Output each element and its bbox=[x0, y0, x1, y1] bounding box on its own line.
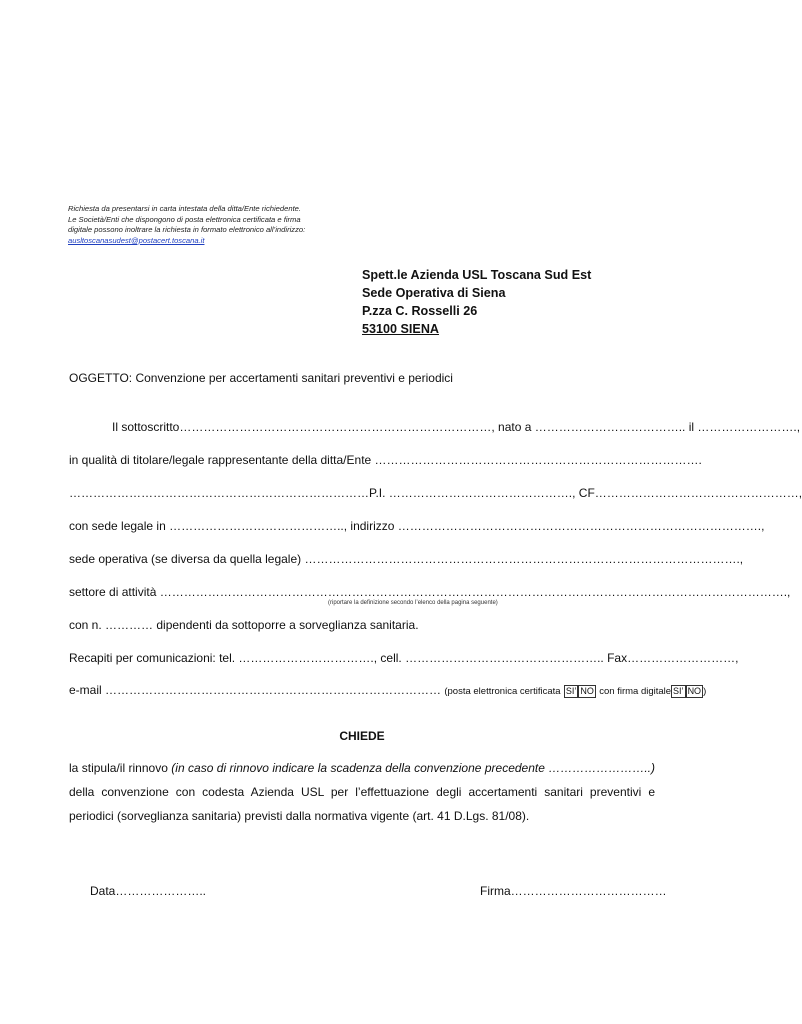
form-line-piva: …………………………………………………………………P.I. ………………………………………., CF……………………………………………, bbox=[69, 486, 802, 500]
request-paragraph bbox=[69, 756, 655, 828]
form-line-operative-seat: sede operativa (se diversa da quella legale) ………………………………………………………………………………………………., bbox=[69, 552, 744, 566]
intro-note-line: Le Società/Enti che dispongono di posta elettronica certificata e firma bbox=[68, 214, 301, 224]
recipient-line: 53100 SIENA bbox=[362, 322, 440, 336]
recipient-line: Sede Operativa di Siena bbox=[362, 286, 506, 300]
request-part3: della convenzione con codesta Azienda USL per l’effettuazione degli accertamenti sanitari preventivi e periodici (sorveglianza sanitaria) previsti dalla normativa vigente (art. 41 D.Lgs. 81/08). bbox=[69, 785, 655, 823]
form-line-email bbox=[69, 683, 706, 698]
date-field: Data………………….. bbox=[90, 884, 207, 898]
subject-line: OGGETTO: Convenzione per accertamenti sanitari preventivi e periodici bbox=[69, 371, 453, 385]
close-paren: ) bbox=[703, 686, 707, 697]
form-line-role: in qualità di titolare/legale rappresentante della ditta/Ente ………………………………………………………………………. bbox=[69, 453, 702, 467]
request-part1: la stipula/il rinnovo bbox=[69, 761, 172, 775]
sector-hint: (riportare la definizione secondo l’elenco della pagina seguente) bbox=[328, 600, 498, 606]
pec-yes-checkbox[interactable]: SI’ bbox=[565, 686, 577, 696]
form-line-contacts: Recapiti per comunicazioni: tel. ……………………………., cell. ………………………………………….. Fax………………………, bbox=[69, 651, 739, 665]
form-line-name: Il sottoscritto……………………………………………………………………, nato a ……………………………….. il ……………………., bbox=[112, 420, 801, 434]
recipient-line: Spett.le Azienda USL Toscana Sud Est bbox=[362, 268, 592, 282]
pec-email-link[interactable]: ausltoscanasudest@postacert.toscana.it bbox=[68, 236, 205, 245]
form-line-legal-seat: con sede legale in …………………………………….., indirizzo ………………………………………………………………………………., bbox=[69, 519, 765, 533]
signature-yes-checkbox[interactable]: SI’ bbox=[673, 686, 684, 696]
form-line-employees: con n. ………… dipendenti da sottoporre a sorveglianza sanitaria. bbox=[69, 618, 419, 632]
pec-text: (posta elettronica certificata bbox=[444, 686, 561, 697]
intro-note-line: digitale possono inoltrare la richiesta in formato elettronico all’indirizzo: bbox=[68, 225, 306, 234]
intro-note-line: Richiesta da presentarsi in carta intestata della ditta/Ente richiedente. bbox=[68, 204, 302, 213]
recipient-line: P.zza C. Rosselli 26 bbox=[362, 304, 478, 318]
form-line-sector: settore di attività …………………………………………………………………………………………………………………………………………., bbox=[69, 585, 791, 599]
email-label: e-mail ………………………………………………………………………… bbox=[69, 683, 442, 697]
chiede-heading: CHIEDE bbox=[339, 729, 385, 743]
intro-note bbox=[68, 204, 305, 236]
signature-no-checkbox[interactable]: NO bbox=[687, 686, 702, 696]
request-renewal-note: (in caso di rinnovo indicare la scadenza della convenzione precedente ……………………..) bbox=[171, 761, 655, 775]
recipient-address bbox=[362, 266, 591, 338]
pec-no-checkbox[interactable]: NO bbox=[580, 686, 594, 696]
signature-field: Firma………………………………… bbox=[480, 884, 667, 898]
digital-signature-text: con firma digitale bbox=[599, 686, 672, 697]
